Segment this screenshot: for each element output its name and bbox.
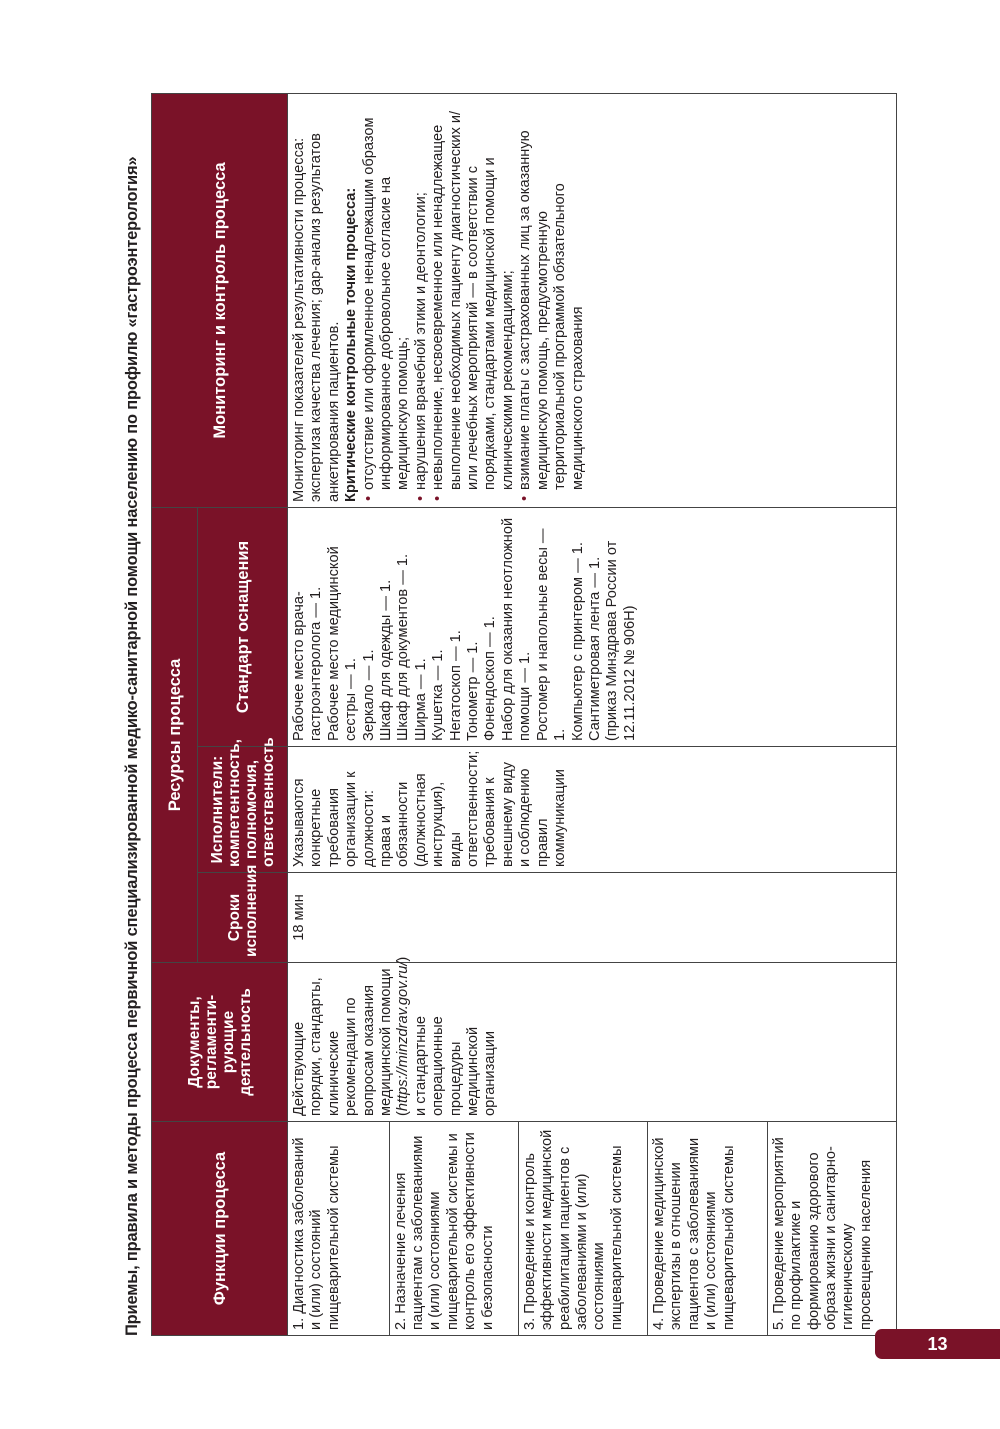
critical-point: • нарушения врачебной этики и деонтологии; bbox=[413, 99, 430, 490]
equipment-item: Сантиметровая лента — 1. bbox=[586, 556, 603, 741]
table-title: Приемы, правила и методы процесса первичной специализированной медико-санитарной помощи населению по профилю «гастроэнтерология» bbox=[123, 156, 141, 1336]
equipment-item: Тонометр — 1. bbox=[465, 641, 482, 741]
function-2: 2. Назначение лечения пациентам с заболеваниями и (или) состояниями пищеварительной системы и контроль его эффективности и безопасности bbox=[389, 1122, 518, 1336]
terms-cell: 18 мин bbox=[288, 873, 897, 963]
equipment-cell bbox=[288, 507, 897, 746]
critical-point: • взимание платы с застрахованных лиц за оказанную медицинскую помощь, предусмотренную территориальной программой обязательного медицинского страхования bbox=[517, 99, 587, 490]
header-monitoring: Мониторинг и контроль процесса bbox=[152, 93, 288, 507]
function-3: 3. Проведение и контроль эффективности медицинской реабилитации пациентов с заболеваниями и (или) состояниями пищеварительной системы bbox=[518, 1122, 647, 1336]
header-functions: Функции процесса bbox=[152, 1122, 288, 1336]
header-executors: Исполнители: компетентность, полномочия, ответственность bbox=[198, 747, 288, 873]
executors-cell: Указываются конкретные требования организации к должности: права и обязанности (должностная инструкция), виды ответственности; требования к внешнему виду и соблюдению правил коммуникации bbox=[288, 747, 897, 873]
monitoring-intro: Мониторинг показателей результативности процесса: экспертиза качества лечения; gap-анализ результатов анкетирования пациентов. bbox=[291, 133, 342, 502]
rotated-page-content bbox=[115, 94, 895, 1336]
function-5: 5. Проведение мероприятий по профилактике и формированию здорового образа жизни и санитарно-гигиеническому просвещению населения bbox=[767, 1122, 896, 1336]
equipment-item: Компьютер с принтером — 1. bbox=[569, 542, 586, 741]
function-1: 1. Диагностика заболеваний и (или) состояний пищеварительной системы bbox=[288, 1122, 390, 1336]
equipment-item: Рабочее место врача-гастроэнтеролога — 1. bbox=[291, 586, 325, 741]
header-resources: Ресурсы процесса bbox=[152, 507, 198, 962]
process-table bbox=[151, 93, 897, 1336]
page-number: 13 bbox=[875, 1329, 1000, 1359]
monitoring-cell bbox=[288, 93, 897, 507]
header-terms: Сроки исполнения bbox=[198, 873, 288, 963]
documents-cell bbox=[288, 956, 897, 1122]
equipment-item: Набор для оказания неотложной помощи — 1. bbox=[499, 517, 534, 741]
equipment-item: (приказ Минздрава России от 12.11.2012 № 906Н) bbox=[604, 540, 638, 741]
equipment-item: Ростомер и напольные весы — 1. bbox=[534, 528, 569, 741]
critical-point: • отсутствие или оформленное ненадлежащим образом информированное добровольное согласие на медицинскую помощь; bbox=[361, 99, 413, 490]
equipment-item: Фонендоскоп — 1. bbox=[482, 616, 499, 741]
equipment-item: Шкаф для документов — 1. bbox=[395, 553, 412, 741]
critical-points-list bbox=[361, 99, 587, 502]
equipment-item: Негатоскоп — 1. bbox=[447, 630, 464, 741]
equipment-item: Зеркало — 1. bbox=[360, 649, 377, 741]
equipment-item: Кушетка — 1. bbox=[430, 649, 447, 741]
critical-point: • невыполнение, несвоевременное или ненадлежащее выполнение необходимых пациенту диагностических и/или лечебных мероприятий — в соответствии с порядками, стандартами медицинской помощи и клиническими рекомендациями; bbox=[430, 99, 517, 490]
header-equipment: Стандарт оснащения bbox=[198, 507, 288, 746]
documents-link[interactable]: https://minzdrav.gov.ru/ bbox=[395, 961, 412, 1112]
documents-text-before: Действующие порядки, стандарты, клинические рекомендации по вопросам оказания медицинской помощи ( bbox=[291, 968, 412, 1116]
equipment-item: Шкаф для одежды — 1. bbox=[378, 579, 395, 741]
header-documents: Документы, регламенти-рующие деятельность bbox=[152, 963, 288, 1122]
equipment-item: Рабочее место медицинской сестры — 1. bbox=[325, 546, 360, 741]
equipment-item: Ширма — 1. bbox=[412, 658, 429, 741]
documents-text-after: ) и стандартные операционные процедуры медицинской организации bbox=[395, 956, 499, 1116]
function-4: 4. Проведение медицинской экспертизы в отношении пациентов с заболеваниями и (или) состояниями пищеварительной системы bbox=[647, 1122, 767, 1336]
critical-points-title: Критические контрольные точки процесса: bbox=[343, 187, 360, 502]
